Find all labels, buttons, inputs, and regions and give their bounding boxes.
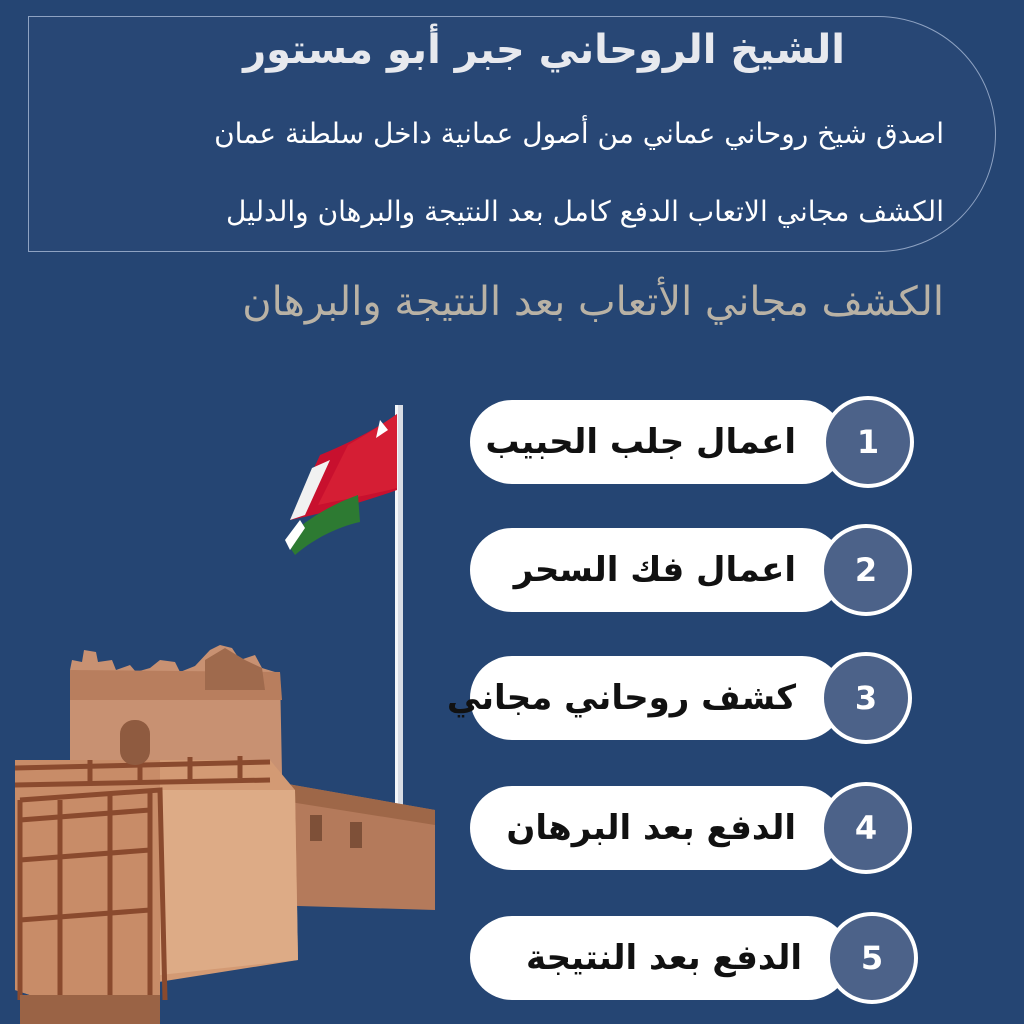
intro-line-2: الكشف مجاني الاتعاب الدفع كامل بعد النتيجة والبرهان والدليل <box>225 195 944 228</box>
service-label: اعمال جلب الحبيب <box>485 422 796 462</box>
service-item-4 <box>470 782 910 874</box>
number-badge: 4 <box>820 782 912 874</box>
service-item-2 <box>470 524 910 616</box>
service-label: الدفع بعد النتيجة <box>525 938 802 978</box>
service-item-3 <box>446 652 910 744</box>
service-pill <box>446 656 844 740</box>
service-label: الدفع بعد البرهان <box>506 808 796 848</box>
service-label: كشف روحاني مجاني <box>446 678 796 718</box>
subtitle: الكشف مجاني الأتعاب بعد النتيجة والبرهان <box>242 279 944 325</box>
number-badge: 5 <box>826 912 918 1004</box>
fort-illustration <box>0 395 450 1024</box>
service-label: اعمال فك السحر <box>513 550 796 590</box>
number-badge: 3 <box>820 652 912 744</box>
number-badge: 2 <box>820 524 912 616</box>
service-pill <box>470 400 844 484</box>
service-pill <box>470 916 850 1000</box>
service-pill <box>470 786 844 870</box>
service-item-5 <box>470 912 915 1004</box>
oman-flag <box>285 414 397 555</box>
number-badge: 1 <box>822 396 914 488</box>
service-item-1 <box>470 396 910 488</box>
service-pill <box>470 528 844 612</box>
intro-line-1: اصدق شيخ روحاني عماني من أصول عمانية داخل سلطنة عمان <box>214 117 944 150</box>
page-title: الشيخ الروحاني جبر أبو مستور <box>243 27 845 73</box>
